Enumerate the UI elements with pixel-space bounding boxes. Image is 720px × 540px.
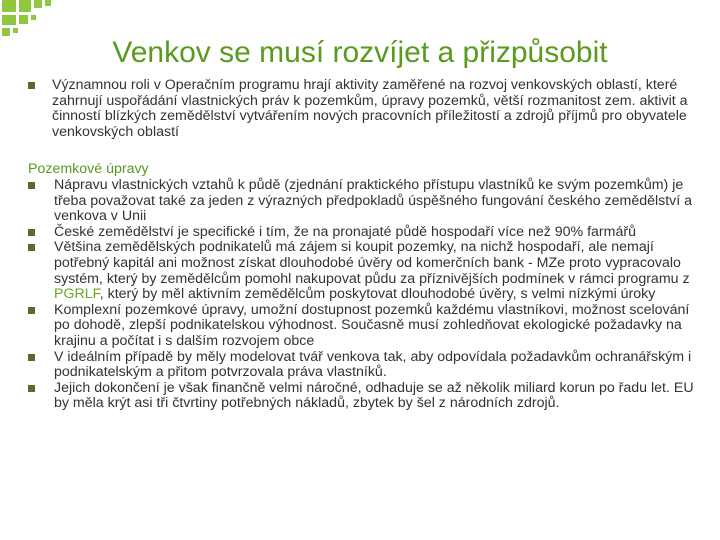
square-bullet-icon <box>28 182 35 189</box>
square-bullet-icon <box>28 244 35 251</box>
section-heading: Pozemkové úpravy <box>28 161 149 178</box>
list-item-text: Komplexní pozemkové úpravy, umožní dostupnost pozemků každému vlastníkovi, možnost scelování po dohodě, zlepší podnikatelskou výhodnost. Současně musí zohledňovat ekologické požadavky na krajinu a počítat i s dalším rozvojem obce <box>54 301 690 349</box>
square-bullet-icon <box>28 385 35 392</box>
pgrlf-highlight: PGRLF <box>54 286 100 303</box>
slide-content <box>28 78 700 412</box>
intro-bullet <box>28 78 700 140</box>
list-item-text: V ideálním případě by měly modelovat tvář venkova tak, aby odpovídala požadavkům ochranářským i podnikatelským a přitom potvrzovala práva vlastníků. <box>54 348 692 381</box>
list-item-text-after: , který by měl aktivním zemědělcům poskytovat dlouhodobé úvěry, s velmi nízkými úroky <box>99 286 656 303</box>
list-item <box>28 350 700 381</box>
list-item-text <box>54 240 700 302</box>
list-item <box>28 303 700 350</box>
list-item <box>28 225 700 241</box>
list-item <box>28 381 700 412</box>
square-bullet-icon <box>28 82 35 89</box>
list-item-text: Jejich dokončení je však finančně velmi náročné, odhaduje se až několik miliard korun po řadu let. EU by měla krýt asi tři čtvrtiny potřebných nákladů, zbytek by šel z národních zdrojů. <box>54 379 694 412</box>
list-item-text-before: Většina zemědělských podnikatelů má zájem si koupit pozemky, na nichž hospodaří, ale nemají potřebný kapitál ani možnost získat dlouhodobé úvěry od komerčních bank - MZe proto vypracovalo systém, který by zemědělcům pomohl nakupovat půdu za příznivějších podmínek v rámci programu z <box>54 239 690 287</box>
slide-title: Venkov se musí rozvíjet a přizpůsobit <box>112 36 608 69</box>
square-bullet-icon <box>28 354 35 361</box>
list-item <box>28 178 700 225</box>
intro-text: Významnou roli v Operačním programu hrají aktivity zaměřené na rozvoj venkovských oblastí, které zahrnují uspořádání vlastnických práv k pozemkům, úpravy pozemků, větší rozmanitost zem. aktivit a činností blízkých zemědělství vytvářením nových pracovních příležitostí a zdrojů příjmů pro obyvatele venkovských oblastí <box>52 77 688 140</box>
square-bullet-icon <box>28 307 35 314</box>
list-item <box>28 240 700 302</box>
list-item-text: České zemědělství je specifické i tím, že na pronajaté půdě hospodaří více než 90% farmářů <box>54 223 636 240</box>
list-item-text: Nápravu vlastnických vztahů k půdě (zjednání praktického přístupu vlastníků ke svým pozemkům) je třeba považovat také za jeden z výrazných předpokladů úspěšného fungování českého zemědělství a venkova v Unii <box>54 176 693 225</box>
square-bullet-icon <box>28 229 35 236</box>
